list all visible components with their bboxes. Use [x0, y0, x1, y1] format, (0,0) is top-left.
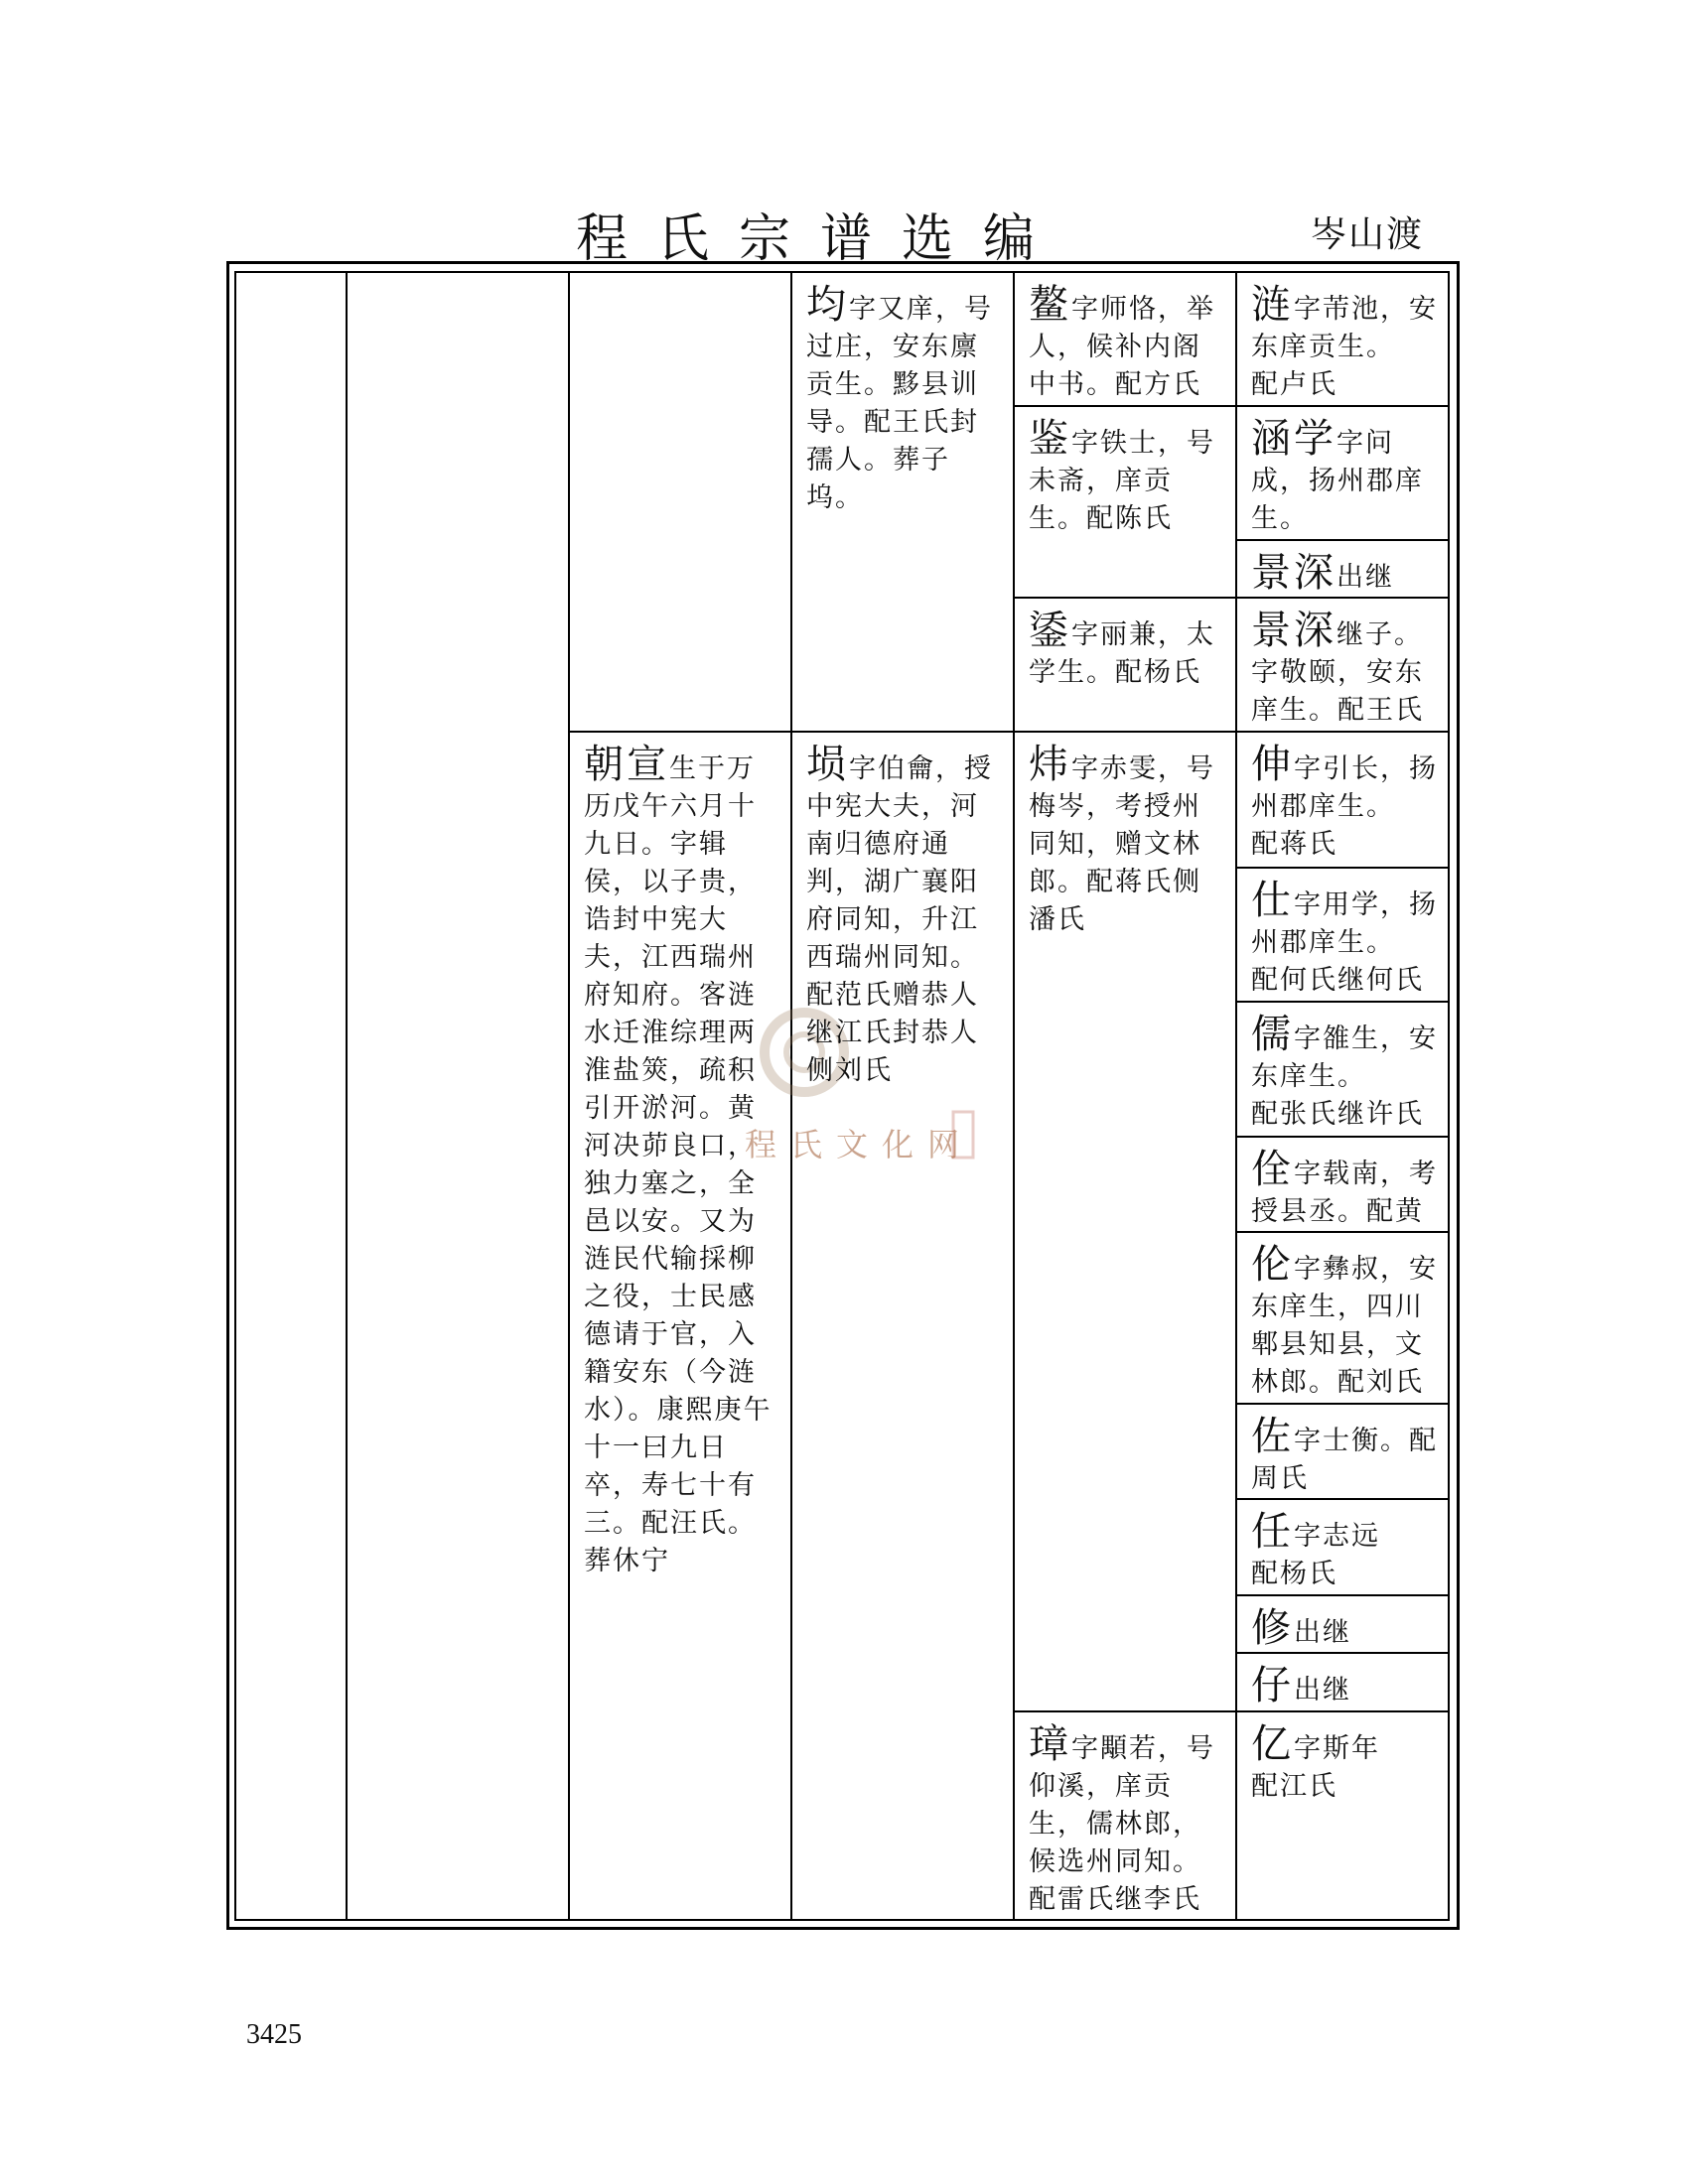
page-title: 程氏宗谱选编 [576, 209, 1065, 269]
watermark-text: 程氏文化网 [745, 1126, 974, 1163]
entry-wei [1015, 733, 1235, 1710]
entry-shen [1237, 733, 1450, 867]
person-name: 伸 [1251, 742, 1294, 787]
person-spouse: 配江氏 [1251, 1771, 1337, 1802]
person-bio: 字芾池，安东庠贡生。 [1251, 294, 1438, 362]
entry-zi [1237, 1654, 1450, 1710]
person-bio: 出继 [1336, 562, 1394, 593]
person-name: 仕 [1251, 878, 1294, 923]
entry-lian [1237, 273, 1450, 405]
person-name: 景深 [1251, 608, 1336, 653]
person-bio: 字载南，考授县丞。配黄 [1251, 1159, 1438, 1227]
person-name: 涟 [1251, 282, 1294, 328]
person-bio: 字雒生，安东庠生。 [1251, 1024, 1438, 1092]
person-bio: 字又庠，号过庄，安东廪贡生。黟县训导。配王氏封孺人。葬子坞。 [806, 294, 993, 513]
person-bio: 出继 [1294, 1617, 1351, 1648]
person-bio: 继子。字敬颐，安东庠生。配王氏 [1251, 619, 1424, 726]
person-spouse: 配蒋氏 [1251, 829, 1337, 860]
person-name: 朝宣 [584, 742, 669, 787]
person-name: 均 [806, 282, 849, 328]
entry-wu [1015, 599, 1235, 731]
person-spouse: 配卢氏 [1251, 369, 1337, 400]
column-divider [346, 271, 348, 1921]
person-name: 景深 [1251, 550, 1336, 596]
person-spouse: 配范氏赠恭人继江氏封恭人侧刘氏 [806, 980, 979, 1086]
person-spouse [1251, 538, 1438, 539]
entry-hanxue [1237, 407, 1450, 539]
person-name: 璋 [1029, 1721, 1071, 1767]
person-name: 亿 [1251, 1721, 1294, 1767]
person-name: 伦 [1251, 1242, 1294, 1288]
entry-xun [792, 733, 1013, 1919]
person-bio: 字士衡。配周氏 [1251, 1426, 1438, 1494]
person-name: 炜 [1029, 742, 1071, 787]
person-spouse: 配张氏继许氏 [1251, 1099, 1424, 1130]
entry-ren [1237, 1500, 1450, 1594]
entry-jingshen-adopted [1237, 599, 1450, 731]
person-bio: 字丽兼，太学生。配杨氏 [1029, 619, 1215, 688]
entry-ru [1237, 1003, 1450, 1136]
person-spouse: 配雷氏继李氏 [1029, 1884, 1201, 1915]
entry-zuo [1237, 1405, 1450, 1498]
person-bio: 字赤雯，号梅岑，考授州同知，赠文林郎。配蒋氏侧潘氏 [1029, 753, 1215, 935]
person-bio: 字铁士，号未斋，庠贡生。配陈氏 [1029, 428, 1215, 534]
person-name: 涵学 [1251, 416, 1336, 462]
person-spouse: 配杨氏 [1251, 1559, 1337, 1589]
entry-yi [1237, 1712, 1450, 1919]
person-bio: 字用学，扬州郡庠生。 [1251, 889, 1438, 958]
entry-ao [1015, 273, 1235, 405]
person-bio: 字问成，扬州郡庠生。 [1251, 428, 1424, 534]
person-bio: 字志远 [1294, 1521, 1380, 1552]
entry-xiu [1237, 1596, 1450, 1652]
person-name: 修 [1251, 1605, 1294, 1651]
person-name: 埙 [806, 742, 849, 787]
entry-chaoxuan [570, 733, 790, 1919]
entry-jian [1015, 407, 1235, 597]
entry-zhang [1015, 1712, 1235, 1919]
person-bio: 字引长，扬州郡庠生。 [1251, 753, 1438, 822]
person-name: 佐 [1251, 1414, 1294, 1459]
page-number: 3425 [246, 2019, 302, 2050]
person-name: 儒 [1251, 1012, 1294, 1057]
person-name: 鋈 [1029, 608, 1071, 653]
person-spouse: 配何氏继何氏 [1251, 965, 1424, 996]
person-bio: 字伯龠，授中宪大夫，河南归德府通判，湖广襄阳府同知，升江西瑞州同知。 [806, 753, 993, 973]
person-bio: 生于万历戊午六月十九日。字辑侯，以子贵，诰封中宪大夫，江西瑞州府知府。客涟水迁淮综理两淮盐筴，疏积引开淤河。黄河决茆良口，独力塞之，全邑以安。又为涟民代输採柳之役，士民感德请于官，入籍安东（今涟水）。康熙庚午十一曰九日卒，寿七十有三。配汪氏。葬休宁 [584, 753, 773, 1576]
person-bio: 字顒若，号仰溪，庠贡生，儒林郎，候选州同知。 [1029, 1733, 1215, 1877]
entry-quan [1237, 1138, 1450, 1231]
branch-name: 岑山渡 [1311, 214, 1425, 255]
person-bio: 字师恪，举人，候补内阁中书。配方氏 [1029, 294, 1215, 400]
person-name: 佺 [1251, 1147, 1294, 1192]
entry-jingshen-out [1237, 541, 1450, 597]
person-name: 任 [1251, 1509, 1294, 1555]
person-bio: 出继 [1294, 1675, 1351, 1706]
person-bio: 字彝叔，安东庠生，四川郫县知县，文林郎。配刘氏 [1251, 1254, 1438, 1398]
entry-jun [792, 273, 1013, 730]
person-name: 鉴 [1029, 416, 1071, 462]
person-bio: 字斯年 [1294, 1733, 1380, 1764]
person-name: 仔 [1251, 1663, 1294, 1708]
entry-lun [1237, 1233, 1450, 1403]
entry-shi [1237, 869, 1450, 1001]
person-name: 鳌 [1029, 282, 1071, 328]
